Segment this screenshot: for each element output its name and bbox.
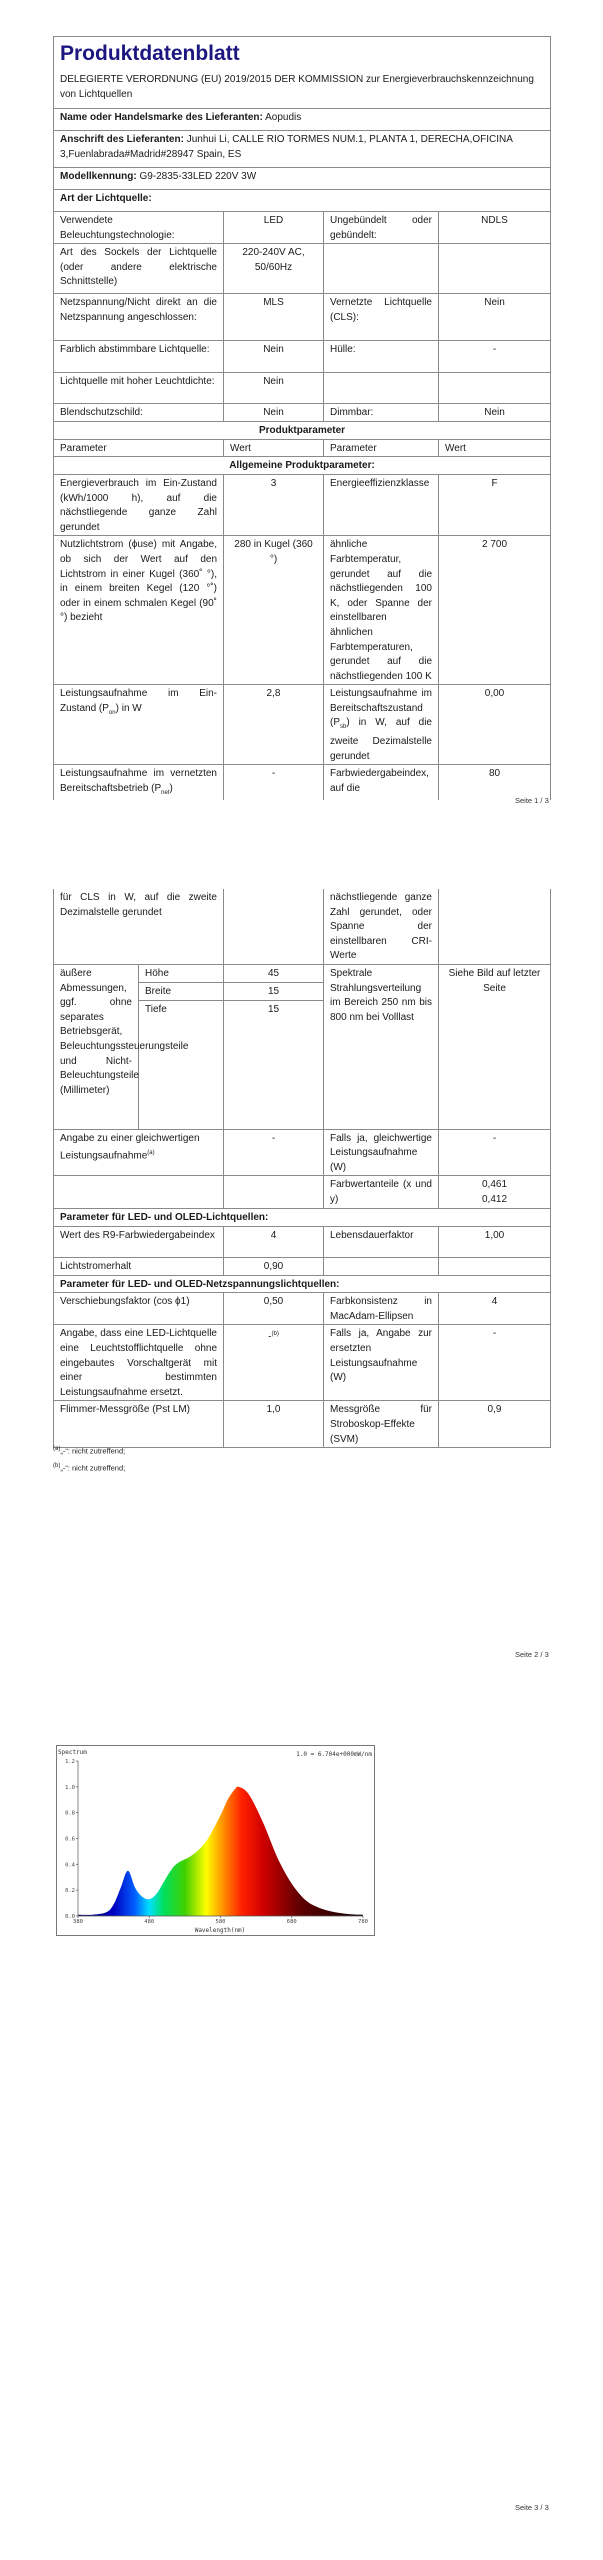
value-cell: - xyxy=(224,765,324,801)
subscript: sb xyxy=(340,724,347,731)
column-header: Wert xyxy=(439,439,551,457)
param-cell: Art des Sockels der Lichtquelle (oder andere elektrische Schnittstelle) xyxy=(54,244,224,294)
footnote-a xyxy=(53,1446,125,1456)
chroma-x: 0,461 xyxy=(481,1179,508,1191)
value-cell: Nein xyxy=(224,341,324,373)
param-cell: Falls ja, gleichwertige Leistungsaufnahme (W) xyxy=(324,1129,439,1176)
param-cell xyxy=(324,1257,439,1275)
param-cell: Spektrale Strahlungsverteilung im Bereich 250 nm bis 800 nm bei Volllast xyxy=(324,964,439,1129)
param-cell: Vernetzte Lichtquelle (CLS): xyxy=(324,294,439,341)
dimension-value: 15 xyxy=(224,982,324,1000)
x-tick-label: 480 xyxy=(144,1919,155,1925)
value-cell: MLS xyxy=(224,294,324,341)
text: Leistungsaufnahme im vernetzten Bereitschaftsbetrieb (P xyxy=(60,768,217,794)
param-cell: Falls ja, Angabe zur ersetzten Leistungsaufnahme (W) xyxy=(324,1325,439,1401)
value-cell: 80 xyxy=(439,765,551,801)
table-row xyxy=(54,1401,551,1448)
page-number: Seite 2 / 3 xyxy=(515,1650,549,1659)
param-cell: Angabe, dass eine LED-Lichtquelle eine Leuchtstofflichtquelle ohne eingebautes Vorschaltgerät mit einer bestimmten Leistungsaufnahme ersetzt. xyxy=(54,1325,224,1401)
value-cell: LED xyxy=(224,212,324,244)
table-row xyxy=(54,1257,551,1275)
value-cell: 0,90 xyxy=(224,1257,324,1275)
dimension-value: 45 xyxy=(224,964,324,982)
value-cell: 2,8 xyxy=(224,685,324,765)
x-tick-label: 780 xyxy=(358,1919,368,1925)
table-row xyxy=(54,294,551,341)
param-cell: Verschiebungsfaktor (cos ϕ1) xyxy=(54,1293,224,1325)
table-row xyxy=(54,474,551,535)
value-cell: Nein xyxy=(224,373,324,404)
address-label: Anschrift des Lieferanten: xyxy=(60,134,184,145)
address-value: Junhui Li, CALLE RIO TORMES NUM.1, PLANTA 1, DERECHA,OFICINA 3,Fuenlabrada#Madrid#28947 Spain, ES xyxy=(60,134,513,160)
param-cell: Blendschutzschild: xyxy=(54,404,224,422)
table-row xyxy=(54,1129,551,1176)
dimensions-row xyxy=(54,964,551,982)
value-cell xyxy=(439,1257,551,1275)
value-cell: - xyxy=(439,341,551,373)
model-row xyxy=(54,168,551,190)
footnote-mark: (a) xyxy=(53,1446,61,1452)
regulation-text: DELEGIERTE VERORDNUNG (EU) 2019/2015 DER KOMMISSION zur Energieverbrauchskennzeichnung von Lichtquellen xyxy=(60,74,534,100)
column-header: Parameter xyxy=(324,439,439,457)
value-cell xyxy=(439,889,551,964)
model-label: Modellkennung: xyxy=(60,171,137,182)
param-cell: Energieeffizienzklasse xyxy=(324,474,439,535)
value-cell xyxy=(224,889,324,964)
param-cell: Dimmbar: xyxy=(324,404,439,422)
footnote-ref: (b) xyxy=(271,1331,279,1338)
footnote-text: „-“: nicht zutreffend; xyxy=(60,1446,126,1456)
led-params-heading: Parameter für LED- und OLED-Lichtquellen: xyxy=(54,1208,551,1226)
x-tick-label: 680 xyxy=(286,1919,297,1925)
table-row xyxy=(54,685,551,765)
x-axis-label: Wavelength(nm) xyxy=(194,1927,246,1934)
table-row xyxy=(54,341,551,373)
value-cell: F xyxy=(439,474,551,535)
param-cell: Nutzlichtstrom (ϕuse) mit Angabe, ob sich der Wert auf den Lichtstrom in einer Kugel (360˚ °), in einem breiten Kegel (120 °˚) oder in einem schmalen Kegel (90˚ °) bezieht xyxy=(54,536,224,685)
general-params-heading: Allgemeine Produktparameter: xyxy=(54,457,551,475)
column-header-row xyxy=(54,439,551,457)
param-cell: für CLS in W, auf die zweite Dezimalstelle gerundet xyxy=(54,889,224,964)
table-row xyxy=(54,1176,551,1208)
param-cell: Verwendete Beleuchtungstechnologie: xyxy=(54,212,224,244)
dimension-name: Breite xyxy=(139,982,224,1000)
param-cell: Messgröße für Stroboskop-Effekte (SVM) xyxy=(324,1401,439,1448)
y-tick-label: 1.0 xyxy=(65,1784,75,1791)
param-cell xyxy=(324,373,439,404)
value-cell: Nein xyxy=(439,294,551,341)
x-tick-label: 380 xyxy=(73,1919,83,1925)
chart-annotation: 1.0 = 6.704e+000mW/nm xyxy=(296,1751,372,1758)
param-cell: Flimmer-Messgröße (Pst LM) xyxy=(54,1401,224,1448)
footnote-text: „-“: nicht zutreffend; xyxy=(60,1463,126,1473)
param-cell: Wert des R9-Farbwiedergabeindex xyxy=(54,1226,224,1257)
subscript: net xyxy=(161,789,170,796)
value-cell: 2 700 xyxy=(439,536,551,685)
value-cell: 1,00 xyxy=(439,1226,551,1257)
value-cell: - xyxy=(224,1129,324,1176)
value-cell xyxy=(224,1176,324,1208)
param-cell xyxy=(54,1176,224,1208)
y-tick-label: 0.6 xyxy=(65,1836,75,1843)
y-tick-label: 0.2 xyxy=(65,1888,75,1895)
text: Leistungsaufnahme im Ein-Zustand (P xyxy=(60,688,217,714)
text: Leistungsaufnahme im Bereitschaftszustand (P xyxy=(330,688,432,729)
param-cell xyxy=(54,1129,224,1176)
y-tick-label: 0.4 xyxy=(65,1862,75,1869)
chart-title: Spectrum xyxy=(58,1749,87,1756)
param-cell: Netzspannung/Nicht direkt an die Netzspannung angeschlossen: xyxy=(54,294,224,341)
value-cell xyxy=(439,373,551,404)
text: ) in W, auf die zweite Dezimalstelle gerundet xyxy=(330,717,432,762)
param-cell: Energieverbrauch im Ein-Zustand (kWh/1000 h), auf die nächstliegende ganze Zahl gerundet xyxy=(54,474,224,535)
value-cell: Nein xyxy=(439,404,551,422)
param-cell xyxy=(324,244,439,294)
y-tick-label: 1.2 xyxy=(65,1759,75,1765)
param-cell: Ungebündelt oder gebündelt: xyxy=(324,212,439,244)
product-datasheet-table-page1 xyxy=(53,36,551,800)
param-cell xyxy=(54,765,224,801)
value-cell xyxy=(439,244,551,294)
address-row xyxy=(54,131,551,168)
value-cell: - xyxy=(439,1325,551,1401)
model-value: G9-2835-33LED 220V 3W xyxy=(139,171,257,182)
param-cell: nächstliegende ganze Zahl gerundet, oder Spanne der einstellbaren CRI-Werte xyxy=(324,889,439,964)
value-cell: 0,9 xyxy=(439,1401,551,1448)
param-cell: Lebensdauerfaktor xyxy=(324,1226,439,1257)
chroma-y: 0,412 xyxy=(481,1193,508,1205)
value-cell: 0,50 xyxy=(224,1293,324,1325)
value-cell: 280 in Kugel (360 °) xyxy=(224,536,324,685)
param-cell xyxy=(324,685,439,765)
product-datasheet-table-page2 xyxy=(53,889,551,1448)
table-row xyxy=(54,536,551,685)
footnote-mark: (b) xyxy=(53,1463,61,1469)
x-tick-label: 580 xyxy=(215,1919,226,1925)
value-cell: 3 xyxy=(224,474,324,535)
table-row xyxy=(54,1226,551,1257)
param-cell xyxy=(54,685,224,765)
value-cell: 4 xyxy=(224,1226,324,1257)
table-row xyxy=(54,765,551,801)
footnote-ref: (a) xyxy=(147,1150,155,1157)
value-cell xyxy=(439,1176,551,1208)
table-row xyxy=(54,404,551,422)
value-cell: Siehe Bild auf letzter Seite xyxy=(439,964,551,1129)
table-row xyxy=(54,889,551,964)
column-header: Wert xyxy=(224,439,324,457)
mains-params-heading: Parameter für LED- und OLED-Netzspannungslichtquellen: xyxy=(54,1275,551,1293)
supplier-label: Name oder Handelsmarke des Lieferanten: xyxy=(60,112,263,123)
value-cell: NDLS xyxy=(439,212,551,244)
param-cell: Farblich abstimmbare Lichtquelle: xyxy=(54,341,224,373)
subscript: on xyxy=(108,709,116,716)
param-cell: Farbwertanteile (x und y) xyxy=(324,1176,439,1208)
param-cell: Lichtquelle mit hoher Leuchtdichte: xyxy=(54,373,224,404)
table-row xyxy=(54,373,551,404)
dimension-name: Höhe xyxy=(139,964,224,982)
footnote-b xyxy=(53,1463,125,1473)
spectrum-chart xyxy=(56,1745,375,1936)
value-cell: 0,00 xyxy=(439,685,551,765)
table-row xyxy=(54,244,551,294)
value-cell: 220-240V AC, 50/60Hz xyxy=(224,244,324,294)
value-cell: 4 xyxy=(439,1293,551,1325)
type-heading: Art der Lichtquelle: xyxy=(54,190,551,212)
dimension-value: 15 xyxy=(224,1000,324,1129)
param-cell: Farbkonsistenz in MacAdam-Ellipsen xyxy=(324,1293,439,1325)
page-title: Produktdatenblatt xyxy=(60,42,240,65)
param-cell: Farbwiedergabeindex, auf die xyxy=(324,765,439,801)
value-cell xyxy=(224,1325,324,1401)
supplier-value: Aopudis xyxy=(265,112,302,123)
column-header: Parameter xyxy=(54,439,224,457)
table-row xyxy=(54,1293,551,1325)
text: - xyxy=(268,1331,272,1343)
table-row xyxy=(54,212,551,244)
supplier-row xyxy=(54,109,551,131)
product-params-heading: Produktparameter xyxy=(54,422,551,440)
y-tick-label: 0.0 xyxy=(65,1914,75,1920)
value-cell: Nein xyxy=(224,404,324,422)
dimensions-label: äußere Abmessungen, ggf. ohne separates Betriebsgerät, Beleuchtungssteuerungsteile und Nicht-Beleuchtungsteile (Millimeter) xyxy=(54,964,139,1129)
value-cell: 1,0 xyxy=(224,1401,324,1448)
param-cell: Lichtstromerhalt xyxy=(54,1257,224,1275)
text: Angabe zu einer gleichwertigen Leistungsaufnahme xyxy=(60,1132,200,1162)
value-cell: - xyxy=(439,1129,551,1176)
param-cell: Hülle: xyxy=(324,341,439,373)
page-number: Seite 1 / 3 xyxy=(515,796,549,805)
param-cell: ähnliche Farbtemperatur, gerundet auf die nächstliegenden 100 K, oder Spanne der einstellbaren ähnlichen Farbtemperaturen, gerundet auf die nächstliegenden 100 K xyxy=(324,536,439,685)
header-block xyxy=(54,37,551,109)
text: ) in W xyxy=(115,702,142,714)
text: ) xyxy=(169,782,173,794)
page-number: Seite 3 / 3 xyxy=(515,2503,549,2512)
table-row xyxy=(54,1325,551,1401)
y-tick-label: 0.8 xyxy=(65,1810,75,1817)
dimension-name: Tiefe xyxy=(139,1000,224,1129)
